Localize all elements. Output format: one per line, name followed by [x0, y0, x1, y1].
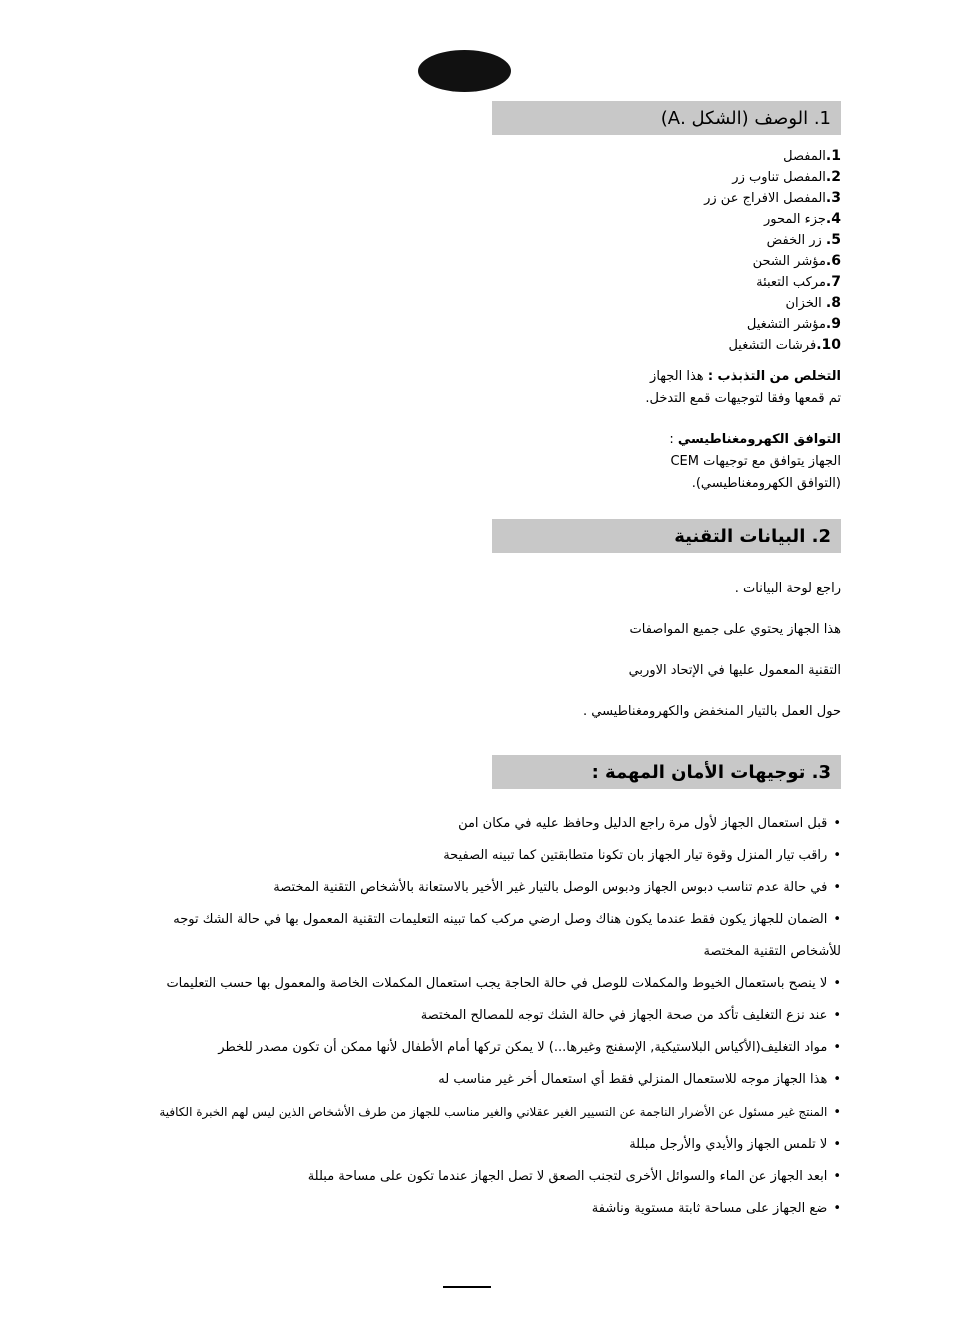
item-number: 8	[831, 295, 841, 311]
list-item	[159, 1000, 841, 1032]
bullet-icon: •	[833, 1040, 841, 1055]
spec-line: حول العمل بالتيار المنخفض والكهرومغناطيسي .	[582, 704, 841, 719]
safety-text: في حالة عدم تناسب دبوس الجهاز ودبوس الوصل بالتيار غير الأخير بالاستعانة بالأشخاص التقنية المختصة	[273, 880, 828, 895]
spec-line: التقنية المعمول عليها في الإتحاد الاوربي	[628, 663, 841, 678]
item-number: 9	[831, 316, 841, 332]
item-number: 4	[831, 211, 841, 227]
list-item	[159, 808, 841, 840]
safety-text: ابعد الجهاز عن الماء والسوائل الأخرى لتجنب الصعق لا تصل الجهاز عندما تكون على مساحة مبللة	[307, 1169, 828, 1184]
item-number: 3	[831, 190, 841, 206]
item-label: المفصل تناوب زر	[732, 170, 826, 185]
list-item	[159, 968, 841, 1000]
section3-header	[492, 755, 841, 789]
emc-paragraph	[669, 429, 841, 495]
bullet-icon: •	[833, 1008, 841, 1023]
safety-text: الضمان للجهاز يكون فقط عندما يكون هناك وصل ارضي مركب كما تبينه التعليمات التقنية المعمول بها في حالة الشك توجه	[173, 912, 828, 927]
list-item: 10.فرشات التشغيل	[728, 337, 841, 353]
section1-header	[492, 101, 841, 135]
item-label: مؤشر الشحن	[752, 254, 826, 269]
bullet-icon: •	[833, 1201, 841, 1216]
technical-data-text	[583, 568, 841, 732]
safety-list	[159, 808, 841, 1225]
list-item: 4.جزء المحور	[763, 211, 841, 227]
list-item	[159, 1032, 841, 1064]
list-item	[159, 872, 841, 904]
spec-line: راجع لوحة البيانات .	[734, 581, 841, 596]
safety-text: راقب تيار المنزل وقوة تيار الجهاز بان تكونا متطابقتين كما تبينه الصفيحة	[443, 848, 828, 863]
interference-text: هذا الجهاز	[650, 369, 708, 384]
spec-line: هذا الجهاز يحتوي على جميع المواصفات	[629, 622, 841, 637]
list-item: 8. الخزان	[785, 295, 841, 311]
list-item: 7.مركب التعبئة	[756, 274, 841, 290]
list-item: 1.المفصل	[783, 148, 841, 164]
item-label: مركب التعبئة	[756, 275, 826, 290]
item-label: مؤشر التشغيل	[746, 317, 826, 332]
item-label: فرشات التشغيل	[728, 338, 817, 353]
list-item: 5. زر الخفض	[766, 232, 841, 248]
item-label: المفصل	[783, 149, 826, 164]
item-number: 5	[831, 232, 841, 248]
item-number: 2	[831, 169, 841, 185]
bullet-icon: •	[833, 848, 841, 863]
section1-title: 1. الوصف (الشكل .A)	[660, 107, 831, 129]
emc-heading: التوافق الكهرومغناطيسي	[677, 432, 841, 447]
safety-text: للأشخاص التقنية المختصة	[703, 944, 841, 959]
list-item: 6.مؤشر الشحن	[752, 253, 841, 269]
item-label: المفصل الافراج عن زر	[704, 191, 826, 206]
bullet-icon: •	[833, 912, 841, 927]
list-item	[159, 840, 841, 872]
bullet-icon: •	[833, 1169, 841, 1184]
item-number: 1	[831, 148, 841, 164]
emc-colon: :	[669, 432, 678, 447]
item-number: 10	[821, 337, 841, 353]
interference-heading: التخلص من التذبذب :	[707, 369, 841, 384]
bullet-icon: •	[833, 1072, 841, 1087]
emc-line-1: الجهاز يتوافق مع توجيهات CEM	[670, 454, 841, 469]
bullet-icon: •	[833, 880, 841, 895]
safety-text: عند نزع التغليف تأكد من صحة الجهاز في حالة الشك توجه للمصالح المختصة	[420, 1008, 828, 1023]
list-item	[159, 1193, 841, 1225]
section3-title: 3. توجيهات الأمان المهمة :	[591, 761, 831, 783]
safety-text: قبل استعمال الجهاز لأول مرة راجع الدليل وحافظ عليه في مكان امن	[458, 816, 828, 831]
item-number: 7	[831, 274, 841, 290]
interference-text-2: تم قمعها وفقا لتوجيهات قمع التدخل.	[645, 391, 841, 406]
item-label: الخزان	[785, 296, 826, 311]
footer-rule	[443, 1286, 491, 1288]
list-item: 3.المفصل الافراج عن زر	[704, 190, 841, 206]
list-item	[159, 1064, 841, 1096]
bullet-icon: •	[833, 976, 841, 991]
list-item: 9.مؤشر التشغيل	[746, 316, 841, 332]
list-item	[159, 1161, 841, 1193]
list-item	[159, 1129, 841, 1161]
item-label: زر الخفض	[766, 233, 826, 248]
interference-paragraph	[645, 366, 841, 410]
list-item: 2.المفصل تناوب زر	[732, 169, 841, 185]
safety-text: المنتج غير مسئول عن الأضرار الناجمة عن التسيير الغير عقلاني والغير مناسب للجهاز من طرف الأشخاص الذين ليس لهم الخبرة الكافية	[159, 1105, 828, 1119]
safety-text: هذا الجهاز موجه للاستعمال المنزلي فقط أي استعمال أخر غير مناسب له	[438, 1072, 828, 1087]
bullet-icon: •	[833, 816, 841, 831]
list-item-continuation	[159, 936, 841, 968]
list-item	[159, 904, 841, 936]
page-marker-oval	[418, 50, 511, 92]
safety-text: مواد التغليف(الأكياس البلاستيكية, الإسفنج وغيرها...) لا يمكن تركها أمام الأطفال لأنها ممكن أن تكون مصدر للخطر	[218, 1040, 828, 1055]
section2-title: 2. البيانات التقنية	[674, 525, 831, 547]
parts-list	[704, 146, 841, 356]
bullet-icon: •	[833, 1105, 841, 1120]
safety-text: ضع الجهاز على مساحة ثابتة مستوية وناشفة	[591, 1201, 828, 1216]
safety-text: لا تلمس الجهاز والأيدي والأرجل مبللة	[629, 1137, 828, 1152]
section2-header	[492, 519, 841, 553]
list-item	[159, 1096, 841, 1129]
safety-text: لا ينصح باستعمال الخيوط والمكملات للوصل في حالة الحاجة يجب استعمال المكملات الخاصة والمعمول بها حسب التعليمات	[166, 976, 828, 991]
emc-line-2: (التوافق الكهرومغناطيسي).	[691, 476, 841, 491]
item-label: جزء المحور	[763, 212, 826, 227]
bullet-icon: •	[833, 1137, 841, 1152]
item-number: 6	[831, 253, 841, 269]
